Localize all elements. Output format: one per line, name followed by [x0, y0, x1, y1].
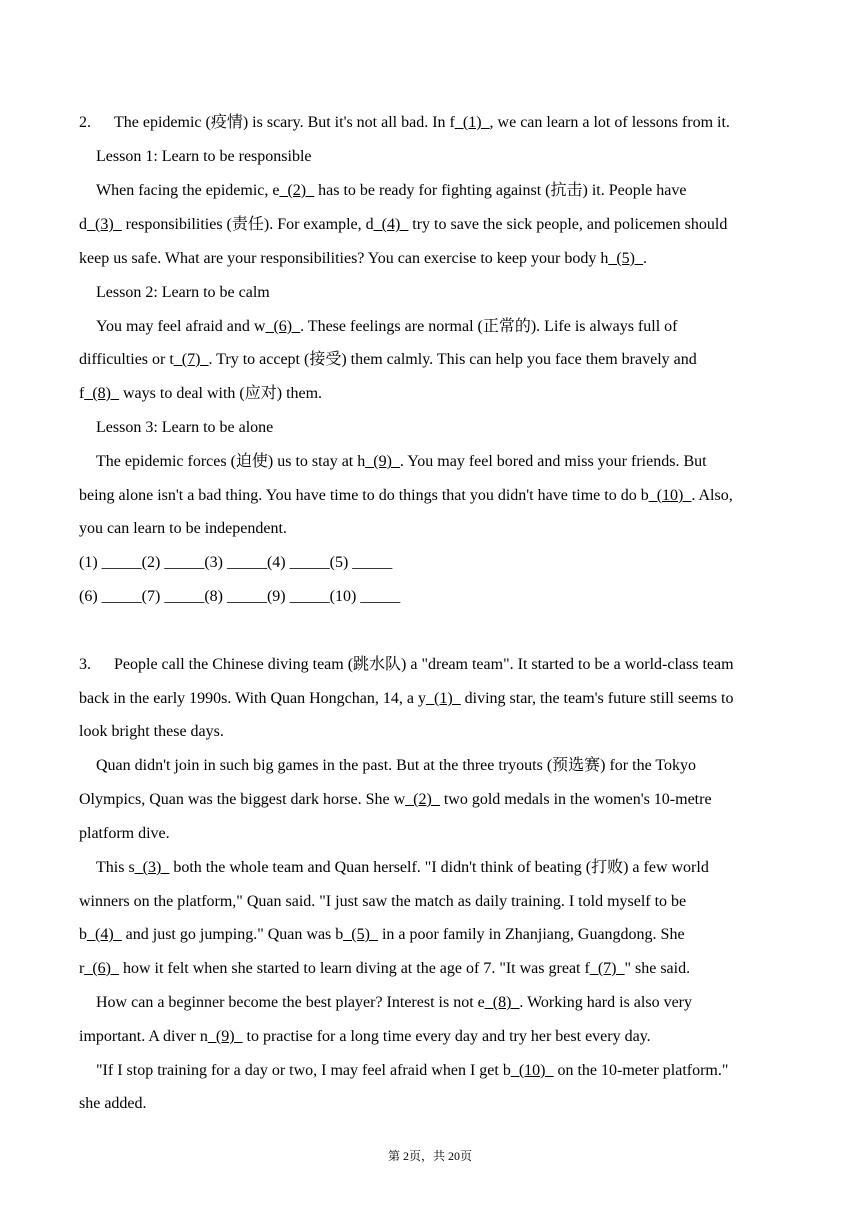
q2-answer-blanks: (1) _____(2) _____(3) _____(4) _____(5) _____	[79, 554, 393, 571]
q3-paragraph-line: back in the early 1990s. With Quan Hongchan, 14, a y_(1)_ diving star, the team's future still seems to	[79, 690, 734, 707]
q3-number: 3.	[79, 656, 91, 673]
q2-paragraph-line: being alone isn't a bad thing. You have time to do things that you didn't have time to do b_(10)_. Also,	[79, 487, 733, 504]
page-footer: 第 2页，共 20页	[387, 1149, 472, 1163]
blank: _(6)_	[265, 318, 301, 335]
q3-paragraph-line: b_(4)_ and just go jumping." Quan was b_(5)_ in a poor family in Zhanjiang, Guangdong. She	[79, 926, 685, 943]
blank: _(7)_	[173, 351, 209, 368]
q3-paragraph-line: platform dive.	[79, 825, 170, 842]
q2-answer-blanks: (6) _____(7) _____(8) _____(9) _____(10) _____	[79, 588, 401, 605]
q2-paragraph-line: 2. The epidemic (疫情) is scary. But it's not all bad. In f_(1)_, we can learn a lot of lessons from it.	[79, 114, 730, 131]
blank: _(1)_	[454, 114, 490, 131]
blank: _(3)_	[87, 216, 122, 233]
blank: _(9)_	[207, 1028, 243, 1045]
q3-paragraph-line: r_(6)_ how it felt when she started to learn diving at the age of 7. "It was great f_(7)_" she said.	[79, 960, 691, 977]
q2-paragraph-line: The epidemic forces (迫使) us to stay at h_(9)_. You may feel bored and miss your friends. But	[96, 453, 707, 470]
q3-paragraph-line: "If I stop training for a day or two, I may feel afraid when I get b_(10)_ on the 10-meter platform."	[96, 1062, 729, 1079]
q2-paragraph-line: When facing the epidemic, e_(2)_ has to be ready for fighting against (抗击) it. People have	[96, 182, 687, 199]
blank: _(8)_	[84, 385, 119, 402]
q3-paragraph-line: How can a beginner become the best player? Interest is not e_(8)_. Working hard is also very	[96, 994, 692, 1011]
q3-paragraph-line: 3. People call the Chinese diving team (跳水队) a "dream team". It started to be a world-class team	[79, 656, 734, 673]
q2-lesson1-heading: Lesson 1: Learn to be responsible	[96, 148, 312, 165]
blank: _(2)_	[279, 182, 315, 199]
q2-paragraph-line: difficulties or t_(7)_. Try to accept (接受) them calmly. This can help you face them bravely and	[79, 351, 697, 368]
blank: _(5)_	[343, 926, 378, 943]
q3-paragraph-line: Quan didn't join in such big games in the past. But at the three tryouts (预选赛) for the Tokyo	[96, 757, 697, 774]
blank: _(9)_	[365, 453, 400, 470]
blank: _(7)_	[589, 960, 625, 977]
q2-paragraph-line: f_(8)_ ways to deal with (应对) them.	[79, 385, 323, 402]
q2-paragraph-line: d_(3)_ responsibilities (责任). For example, d_(4)_ try to save the sick people, and policemen should	[79, 216, 728, 233]
blank: _(6)_	[84, 960, 119, 977]
q2-lesson2-heading: Lesson 2: Learn to be calm	[96, 284, 270, 301]
q2-paragraph-line: you can learn to be independent.	[79, 520, 287, 537]
blank: _(4)_	[87, 926, 122, 943]
q3-paragraph-line: look bright these days.	[79, 723, 224, 740]
q3-paragraph-line: she added.	[79, 1095, 147, 1112]
blank: _(3)_	[134, 859, 170, 876]
q3-paragraph-line: This s_(3)_ both the whole team and Quan herself. "I didn't think of beating (打败) a few world	[96, 859, 709, 876]
blank: _(10)_	[510, 1062, 554, 1079]
q2-lesson3-heading: Lesson 3: Learn to be alone	[96, 419, 274, 436]
q2-paragraph-line: keep us safe. What are your responsibilities? You can exercise to keep your body h_(5)_.	[79, 250, 647, 267]
q3-paragraph-line: winners on the platform," Quan said. "I just saw the match as daily training. I told myself to be	[79, 893, 687, 910]
q3-paragraph-line: important. A diver n_(9)_ to practise for a long time every day and try her best every day.	[79, 1028, 651, 1045]
q2-number: 2.	[79, 114, 91, 131]
blank: _(2)_	[405, 791, 440, 808]
blank: _(1)_	[425, 690, 461, 707]
blank: _(4)_	[373, 216, 409, 233]
blank: _(5)_	[608, 250, 643, 267]
blank: _(10)_	[648, 487, 692, 504]
blank: _(8)_	[484, 994, 520, 1011]
q3-paragraph-line: Olympics, Quan was the biggest dark horse. She w_(2)_ two gold medals in the women's 10-metre	[79, 791, 712, 808]
q2-paragraph-line: You may feel afraid and w_(6)_. These feelings are normal (正常的). Life is always full of	[96, 318, 678, 335]
